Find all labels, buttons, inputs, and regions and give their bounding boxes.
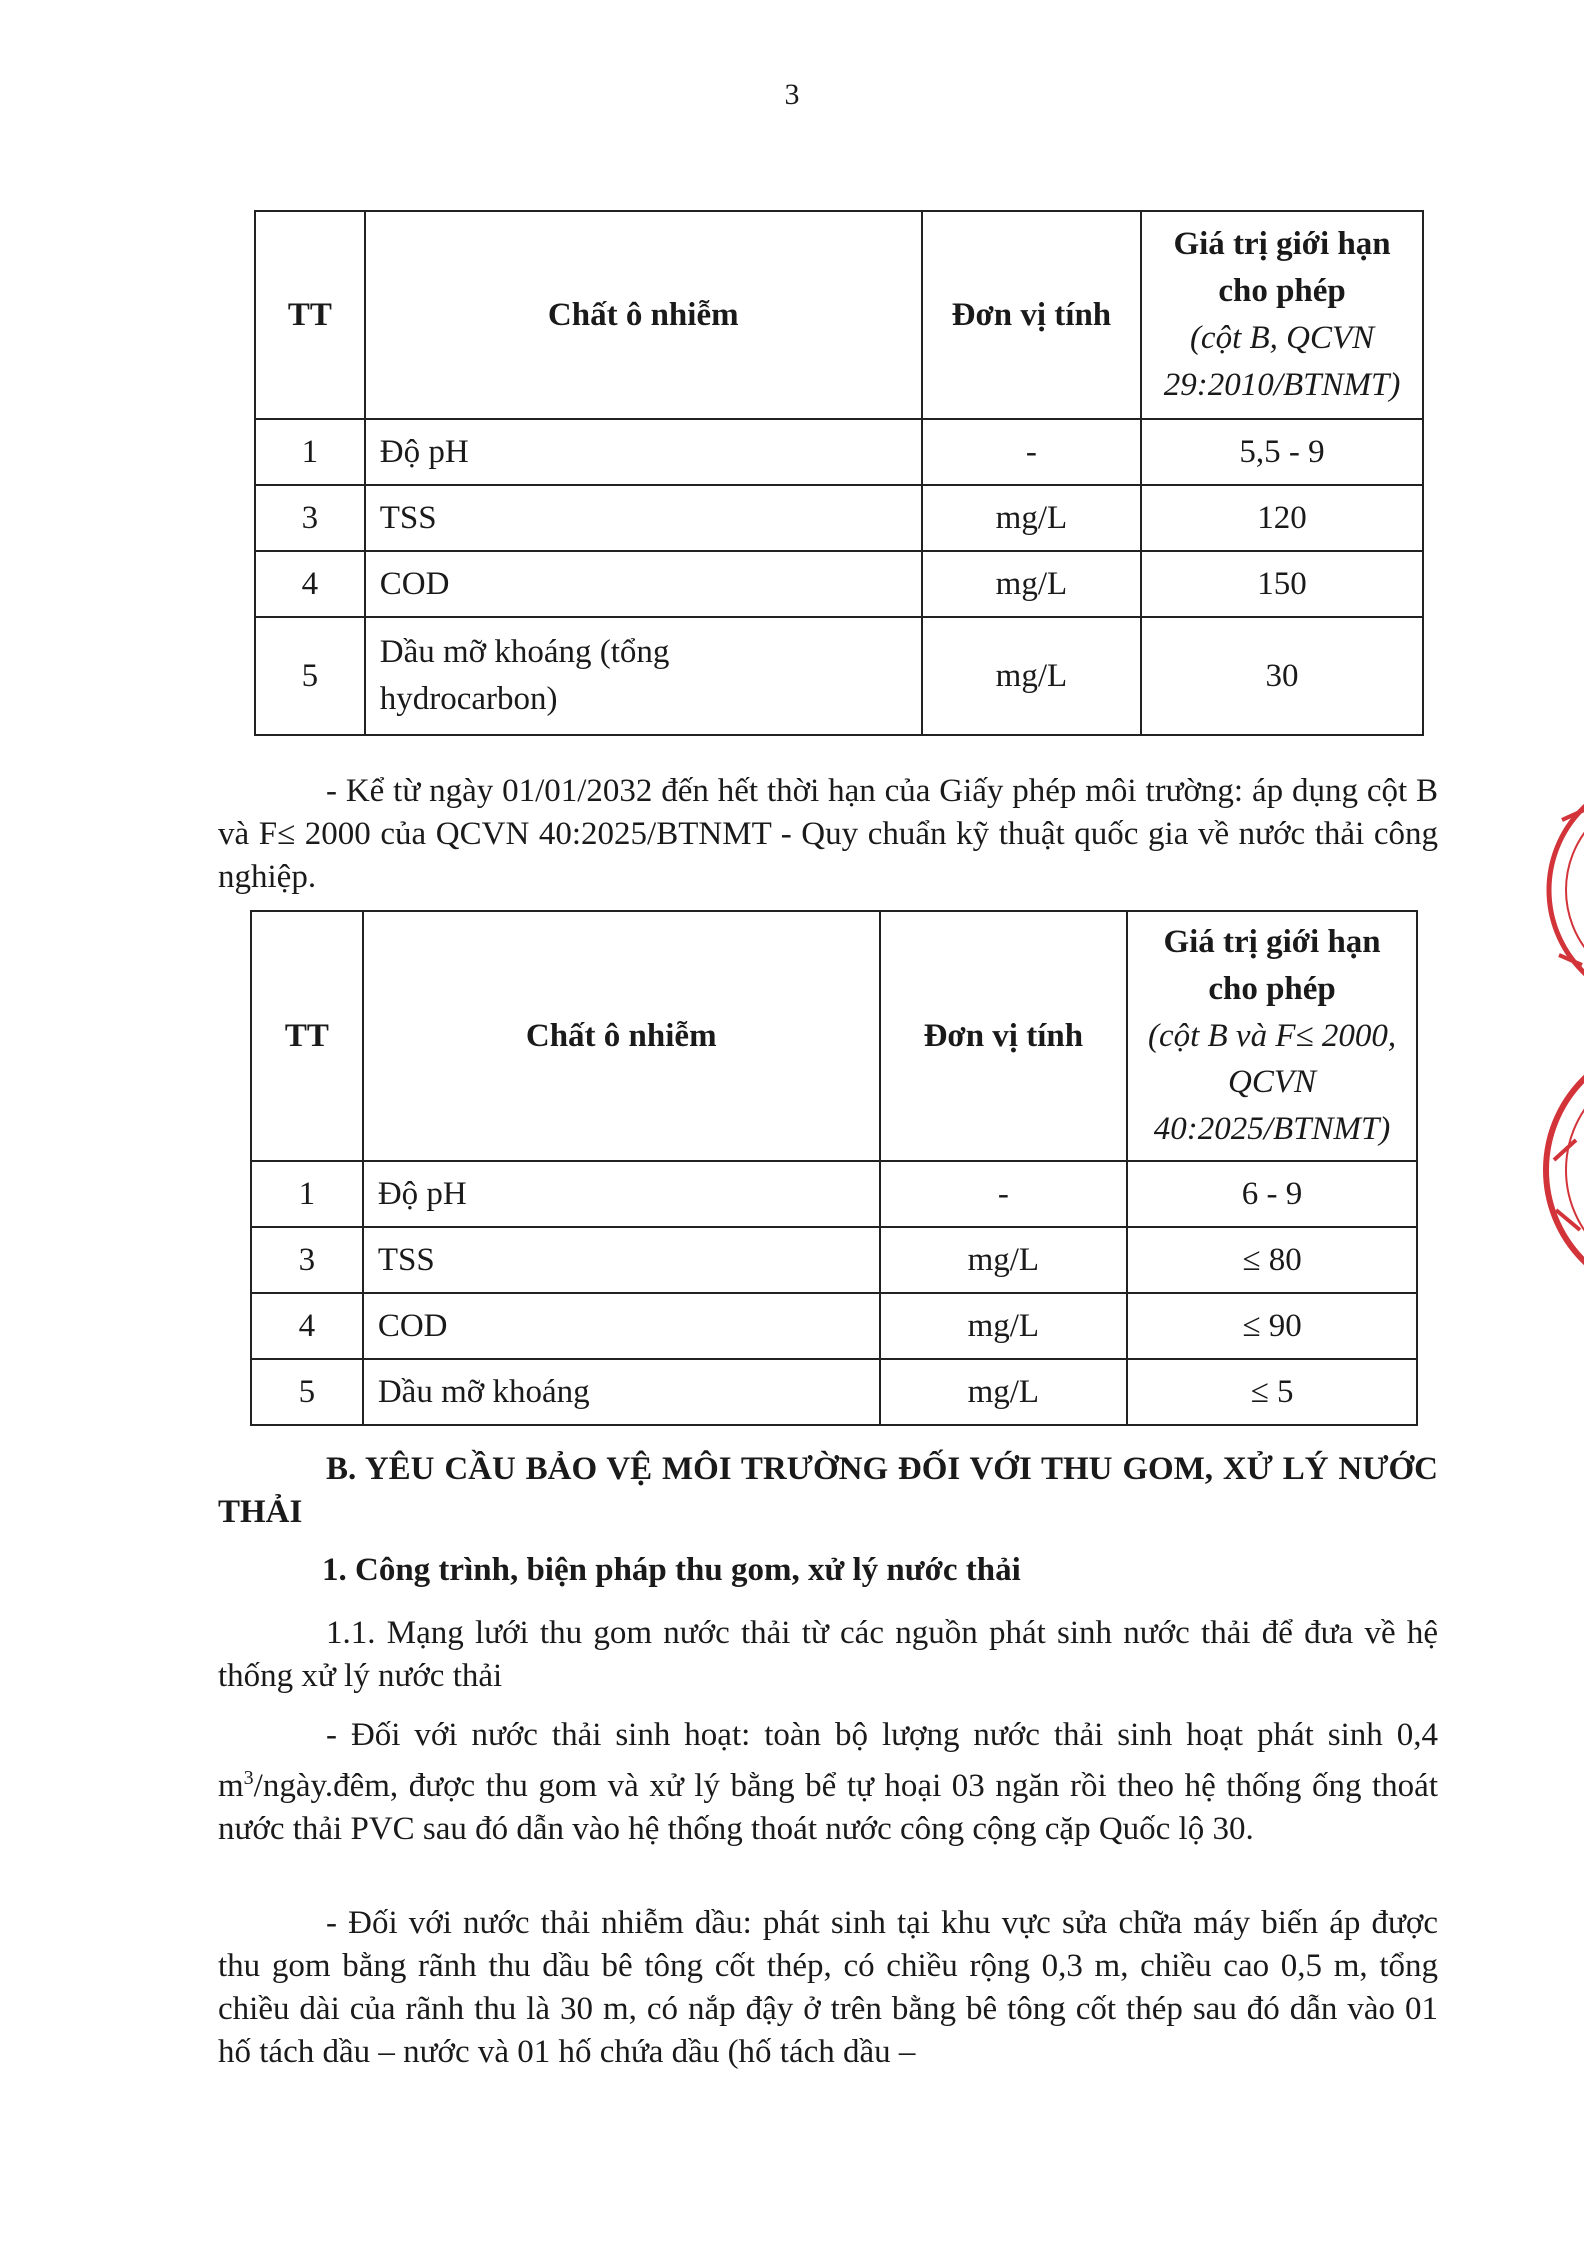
row-pollutant: TSS <box>363 1227 880 1293</box>
table-row <box>251 1227 1417 1293</box>
row-limit: 30 <box>1141 617 1423 735</box>
row-pollutant: Dầu mỡ khoáng <box>363 1359 880 1425</box>
table-row <box>251 1359 1417 1425</box>
row-unit: - <box>922 419 1141 485</box>
paragraph-domestic-wastewater: - Đối với nước thải sinh hoạt: toàn bộ lượng nước thải sinh hoạt phát sinh 0,4 $m^3/ngày.đêm$, được thu gom và xử lý bằng bể tự hoại 03 ngăn rồi theo hệ thống ống thoát nước thải PVC sau đó dẫn vào hệ thống thoát nước công cộng cặp Quốc lộ 30. <box>218 1717 1438 1847</box>
row-limit: 120 <box>1141 485 1423 551</box>
row-pollutant: COD <box>363 1293 880 1359</box>
row-unit: - <box>880 1161 1128 1227</box>
row-pollutant: Dầu mỡ khoáng (tổng hydrocarbon) <box>365 617 922 735</box>
table-header-row <box>255 211 1423 419</box>
row-limit: ≤ 80 <box>1127 1227 1417 1293</box>
row-unit: mg/L <box>922 551 1141 617</box>
header-tt: TT <box>255 211 365 419</box>
header-limit-title: Giá trị giới hạn cho phép <box>1173 226 1391 310</box>
header-unit: Đơn vị tính <box>922 211 1141 419</box>
table-row <box>251 1293 1417 1359</box>
row-limit: 6 - 9 <box>1127 1161 1417 1227</box>
row-tt: 3 <box>255 485 365 551</box>
table-row <box>255 617 1423 735</box>
row-pollutant: Độ pH <box>365 419 922 485</box>
row-tt: 1 <box>255 419 365 485</box>
row-tt: 4 <box>251 1293 363 1359</box>
row-limit: ≤ 90 <box>1127 1293 1417 1359</box>
row-unit: mg/L <box>880 1293 1128 1359</box>
seal-stamp-top <box>1514 780 1584 1010</box>
table-row <box>251 1161 1417 1227</box>
header-unit: Đơn vị tính <box>880 911 1128 1161</box>
page-number: 3 <box>784 78 800 111</box>
table-row <box>255 419 1423 485</box>
table-header-row <box>251 911 1417 1161</box>
row-tt: 5 <box>255 617 365 735</box>
header-limit <box>1141 211 1423 419</box>
row-tt: 1 <box>251 1161 363 1227</box>
paragraph-oily-wastewater: - Đối với nước thải nhiễm dầu: phát sinh tại khu vực sửa chữa máy biến áp được thu gom bằng rãnh thu dầu bê tông cốt thép, có chiều rộng 0,3 m, chiều cao 0,5 m, tổng chiều dài của rãnh thu là 30 m, có nắp đậy ở trên bằng bê tông cốt thép sau đó dẫn vào 01 hố tách dầu – nước và 01 hố chứa dầu (hố tách dầu – <box>218 1905 1438 2070</box>
row-tt: 3 <box>251 1227 363 1293</box>
paragraph-2032-standard: - Kể từ ngày 01/01/2032 đến hết thời hạn của Giấy phép môi trường: áp dụng cột B và F≤ 2000 của QCVN 40:2025/BTNMT - Quy chuẩn kỹ thuật quốc gia về nước thải công nghiệp. <box>218 773 1438 895</box>
header-pollutant: Chất ô nhiễm <box>363 911 880 1161</box>
header-limit <box>1127 911 1417 1161</box>
limits-table-qcvn40 <box>250 910 1418 1426</box>
header-limit-standard: (cột B và F≤ 2000, QCVN 40:2025/BTNMT) <box>1147 1017 1397 1148</box>
seal-stamp-bottom <box>1514 1040 1584 1300</box>
section-1-heading: 1. Công trình, biện pháp thu gom, xử lý nước thải <box>322 1552 1021 1588</box>
row-unit: mg/L <box>922 485 1141 551</box>
table-row <box>255 551 1423 617</box>
row-pollutant: COD <box>365 551 922 617</box>
limits-table-qcvn29 <box>254 210 1424 736</box>
row-limit: 5,5 - 9 <box>1141 419 1423 485</box>
row-limit: 150 <box>1141 551 1423 617</box>
row-pollutant: TSS <box>365 485 922 551</box>
table-row <box>255 485 1423 551</box>
section-b-heading: B. YÊU CẦU BẢO VỆ MÔI TRƯỜNG ĐỐI VỚI THU GOM, XỬ LÝ NƯỚC THẢI <box>218 1451 1438 1530</box>
row-pollutant: Độ pH <box>363 1161 880 1227</box>
header-tt: TT <box>251 911 363 1161</box>
row-unit: mg/L <box>922 617 1141 735</box>
header-limit-title: Giá trị giới hạn cho phép <box>1163 923 1381 1007</box>
row-tt: 4 <box>255 551 365 617</box>
paragraph-1-1: 1.1. Mạng lưới thu gom nước thải từ các nguồn phát sinh nước thải để đưa về hệ thống xử lý nước thải <box>218 1615 1438 1694</box>
row-tt: 5 <box>251 1359 363 1425</box>
header-limit-standard: (cột B, QCVN 29:2010/BTNMT) <box>1163 320 1401 403</box>
row-unit: mg/L <box>880 1359 1128 1425</box>
row-limit: ≤ 5 <box>1127 1359 1417 1425</box>
header-pollutant: Chất ô nhiễm <box>365 211 922 419</box>
row-unit: mg/L <box>880 1227 1128 1293</box>
